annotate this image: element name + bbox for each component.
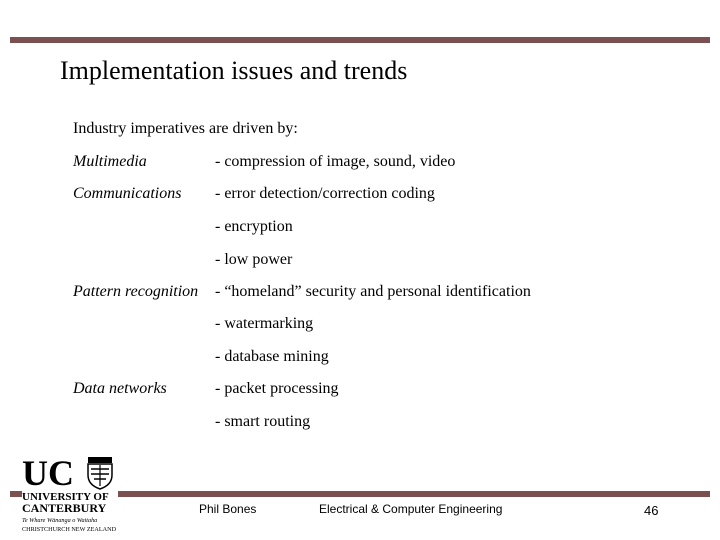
logo-line4: CHRISTCHURCH NEW ZEALAND — [22, 526, 117, 533]
item-text: - error detection/correction coding — [215, 185, 435, 202]
item-text: - watermarking — [215, 315, 314, 332]
item-text: - encryption — [215, 218, 293, 235]
logo-letters: UC — [22, 455, 74, 493]
item-text: - packet processing — [215, 380, 339, 397]
logo-line2: CANTERBURY — [22, 501, 107, 515]
slide-title: Implementation issues and trends — [60, 56, 408, 85]
footer-department: Electrical & Computer Engineering — [319, 502, 503, 516]
university-logo — [22, 455, 118, 533]
logo-line1: UNIVERSITY OF — [22, 491, 109, 503]
category-label: Pattern recognition — [73, 283, 199, 300]
footer-author: Phil Bones — [199, 502, 257, 516]
category-label: Multimedia — [73, 153, 147, 170]
top-divider-bar — [10, 37, 710, 43]
item-text: - database mining — [215, 348, 329, 365]
item-text: - “homeland” security and personal identification — [215, 283, 531, 300]
category-label: Data networks — [73, 380, 167, 397]
logo-line3: Te Whare Wānanga o Waitaha — [22, 517, 98, 524]
category-label: Communications — [73, 185, 182, 202]
item-text: - compression of image, sound, video — [215, 153, 456, 170]
item-text: - low power — [215, 251, 293, 268]
item-text: - smart routing — [215, 413, 311, 430]
page-number: 46 — [644, 503, 659, 518]
crest-icon — [88, 457, 112, 489]
intro-text: Industry imperatives are driven by: — [73, 120, 298, 137]
